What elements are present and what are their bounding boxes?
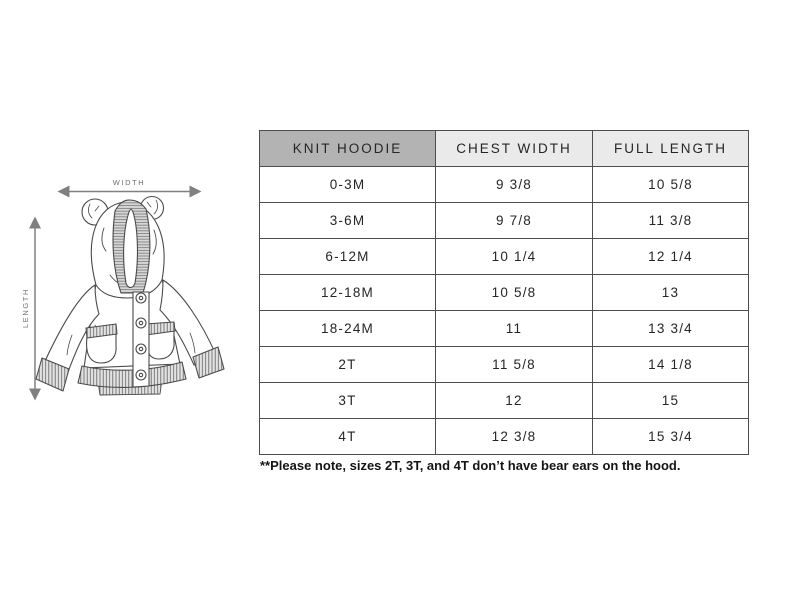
size-cell: 2T [260,347,436,383]
chest-width-cell: 10 5/8 [436,275,593,311]
length-arrow [21,218,35,399]
size-cell: 18-24M [260,311,436,347]
size-cell: 3-6M [260,203,436,239]
chest-width-cell: 12 3/8 [436,419,593,455]
chest-width-cell: 11 [436,311,593,347]
width-label: WIDTH [112,178,146,187]
size-cell: 4T [260,419,436,455]
full-length-cell: 11 3/8 [593,203,749,239]
column-header-full-length: FULL LENGTH [593,131,749,167]
chest-width-cell: 11 5/8 [436,347,593,383]
column-header-product: KNIT HOODIE [260,131,436,167]
full-length-cell: 10 5/8 [593,167,749,203]
table-row [260,347,749,383]
table-row [260,167,749,203]
full-length-cell: 15 3/4 [593,419,749,455]
table-row [260,383,749,419]
chest-width-cell: 9 3/8 [436,167,593,203]
length-label: LENGTH [21,287,30,329]
column-header-chest-width: CHEST WIDTH [436,131,593,167]
footnote: **Please note, sizes 2T, 3T, and 4T don’t have bear ears on the hood. [260,458,681,473]
size-cell: 6-12M [260,239,436,275]
chest-width-cell: 12 [436,383,593,419]
size-cell: 0-3M [260,167,436,203]
full-length-cell: 15 [593,383,749,419]
chest-width-cell: 10 1/4 [436,239,593,275]
full-length-cell: 12 1/4 [593,239,749,275]
table-row [260,203,749,239]
full-length-cell: 13 3/4 [593,311,749,347]
header-row [260,131,749,167]
table-row [260,239,749,275]
button-placket [133,292,149,387]
table-row [260,419,749,455]
size-cell: 12-18M [260,275,436,311]
size-cell: 3T [260,383,436,419]
width-arrow [59,178,200,192]
hoodie-illustration [12,165,240,413]
chest-width-cell: 9 7/8 [436,203,593,239]
full-length-cell: 14 1/8 [593,347,749,383]
table-row [260,311,749,347]
full-length-cell: 13 [593,275,749,311]
size-table [259,130,749,455]
table-row [260,275,749,311]
